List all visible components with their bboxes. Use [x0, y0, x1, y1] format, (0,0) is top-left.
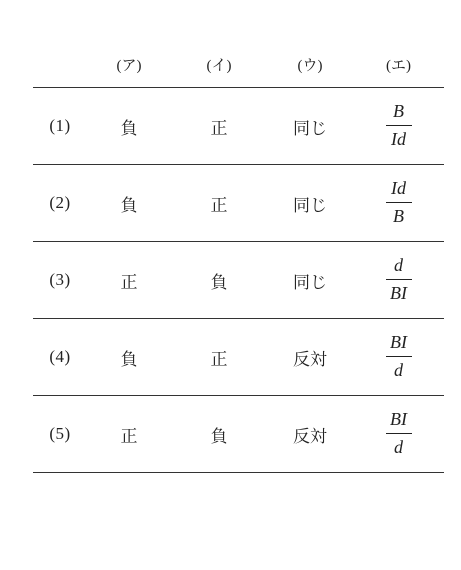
cell-a: 正	[120, 426, 138, 446]
fraction-numerator: d	[394, 255, 403, 276]
cell-i: 正	[210, 349, 228, 369]
cell-e	[353, 396, 444, 472]
cell-a: 負	[120, 195, 138, 215]
cell-e	[353, 88, 444, 164]
table-row	[33, 88, 444, 165]
fraction	[386, 178, 412, 227]
header-blank	[33, 46, 87, 87]
cell-a: 負	[120, 118, 138, 138]
fraction	[386, 332, 412, 381]
fraction-numerator: BI	[390, 332, 407, 353]
cell-i: 負	[210, 272, 228, 292]
table-row	[33, 242, 444, 319]
cell-i: 正	[210, 195, 228, 215]
header-col-i: (イ)	[206, 58, 232, 74]
fraction	[386, 409, 412, 458]
cell-u: 同じ	[293, 272, 327, 292]
fraction-denominator: B	[393, 206, 404, 226]
fraction-bar	[386, 125, 412, 126]
fraction-bar	[386, 356, 412, 357]
cell-e	[353, 165, 444, 241]
choice-number: (2)	[49, 193, 71, 212]
cell-a: 負	[120, 349, 138, 369]
table-header-row	[33, 46, 444, 88]
header-col-u: (ウ)	[297, 58, 323, 74]
fraction-bar	[386, 279, 412, 280]
fraction-denominator: Id	[391, 129, 406, 149]
cell-a: 正	[120, 272, 138, 292]
cell-u: 同じ	[293, 195, 327, 215]
fraction-numerator: Id	[391, 178, 406, 199]
cell-i: 正	[210, 118, 228, 138]
header-col-e: (エ)	[386, 58, 411, 74]
fraction-denominator: BI	[390, 283, 407, 303]
cell-u: 反対	[293, 426, 327, 446]
fraction-numerator: BI	[390, 409, 407, 430]
fraction-bar	[386, 202, 412, 203]
fraction-bar	[386, 433, 412, 434]
choice-number: (1)	[49, 116, 71, 135]
header-col-a: (ア)	[116, 58, 142, 74]
cell-e	[353, 242, 444, 318]
choice-number: (3)	[49, 270, 71, 289]
fraction	[386, 255, 412, 304]
fraction-numerator: B	[393, 101, 404, 122]
cell-i: 負	[210, 426, 228, 446]
cell-u: 同じ	[293, 118, 327, 138]
table-row	[33, 319, 444, 396]
answer-choices-table	[33, 46, 444, 473]
fraction-denominator: d	[394, 437, 403, 457]
choice-number: (4)	[49, 347, 71, 366]
cell-e	[353, 319, 444, 395]
fraction	[386, 101, 412, 150]
fraction-denominator: d	[394, 360, 403, 380]
table-row	[33, 396, 444, 473]
cell-u: 反対	[293, 349, 327, 369]
choice-number: (5)	[49, 424, 71, 443]
table-row	[33, 165, 444, 242]
